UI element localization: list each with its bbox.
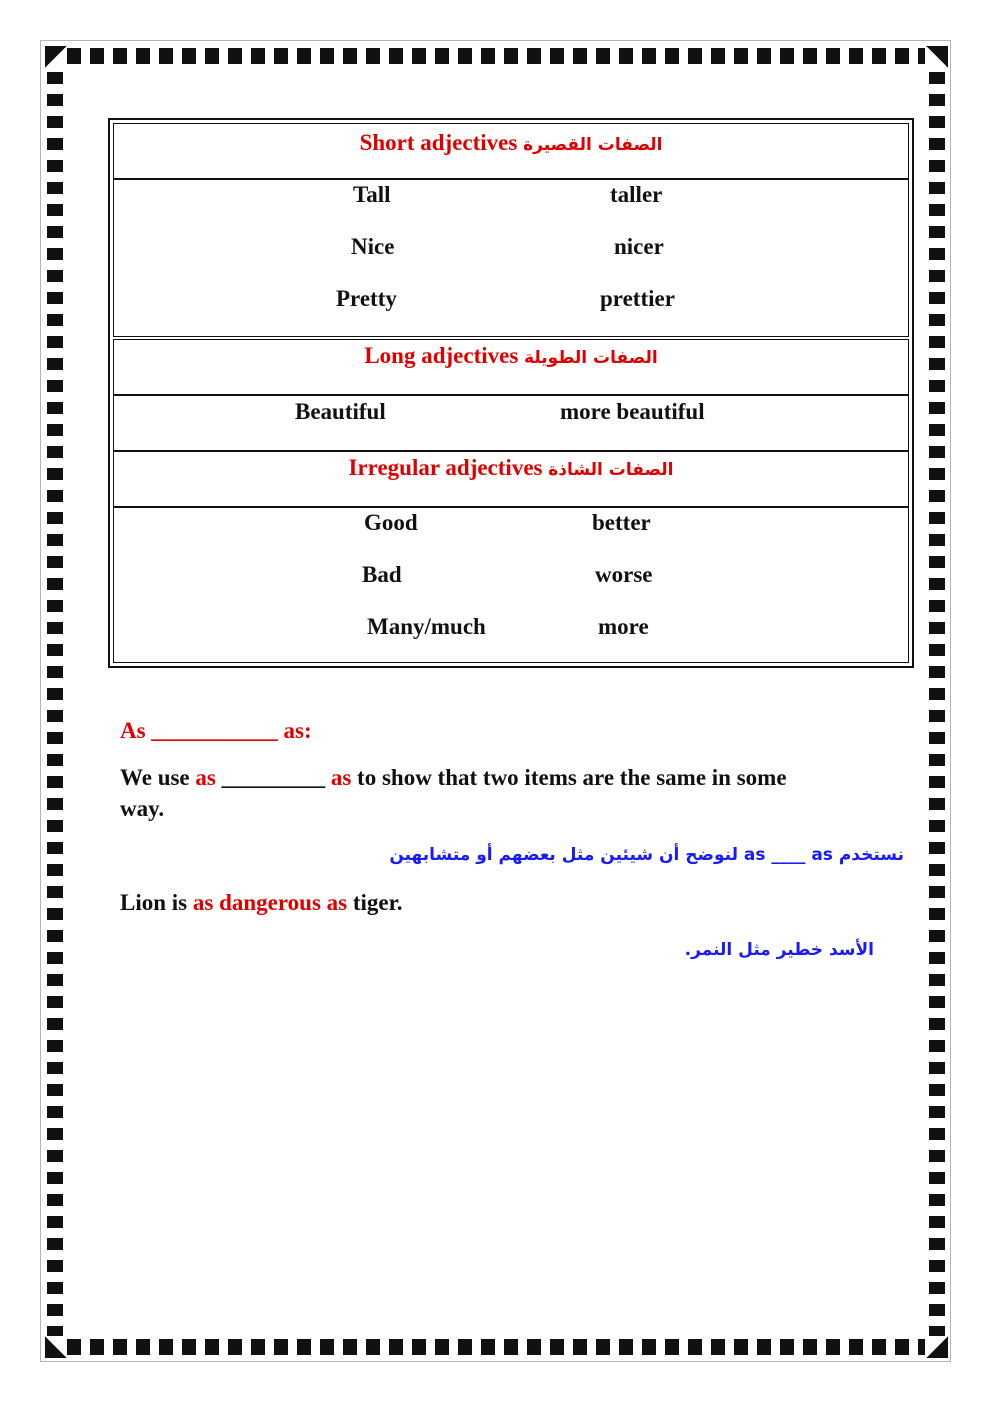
border-bottom bbox=[67, 1339, 925, 1355]
long-header-ar: الصفات الطويلة bbox=[524, 348, 658, 368]
rule-as-keyword: as bbox=[195, 765, 216, 790]
short-header-en: Short adjectives bbox=[359, 130, 518, 155]
table-cell: Nice bbox=[351, 234, 395, 259]
table-cell: Many/much bbox=[367, 614, 486, 639]
rule-arabic: نستخدم as ____ as لنوضح أن شيئين مثل بعضهم أو متشابهين bbox=[389, 845, 904, 865]
table-cell: more bbox=[598, 614, 649, 639]
rule-blank: _________ bbox=[215, 765, 331, 790]
example-highlight: as dangerous as bbox=[192, 890, 348, 915]
table-cell: prettier bbox=[600, 286, 675, 311]
border-corner bbox=[926, 1336, 948, 1358]
irregular-adjectives-body bbox=[113, 507, 909, 663]
rule-text: to show that two items are the same in some bbox=[351, 765, 787, 790]
border-left bbox=[47, 72, 63, 1337]
table-cell: worse bbox=[595, 562, 653, 587]
long-header-en: Long adjectives bbox=[364, 343, 519, 368]
rule-text: We use bbox=[120, 765, 196, 790]
table-cell: Good bbox=[364, 510, 418, 535]
rule-as-keyword: as bbox=[330, 765, 352, 790]
table-cell: taller bbox=[610, 182, 663, 207]
table-cell: more beautiful bbox=[560, 399, 705, 424]
example-text: tiger. bbox=[347, 890, 403, 915]
border-right bbox=[929, 72, 945, 1337]
short-header-ar: الصفات القصيرة bbox=[523, 135, 663, 155]
table-cell: Tall bbox=[353, 182, 391, 207]
border-top bbox=[67, 48, 925, 64]
table-cell: nicer bbox=[614, 234, 664, 259]
long-adjectives-header bbox=[113, 339, 909, 395]
rule-line-2: way. bbox=[120, 796, 165, 821]
border-corner bbox=[45, 46, 67, 68]
border-corner bbox=[45, 1336, 67, 1358]
irregular-header-ar: الصفات الشاذة bbox=[548, 460, 674, 480]
table-cell: better bbox=[592, 510, 651, 535]
example-sentence bbox=[120, 890, 402, 916]
section-title: As ___________ as: bbox=[120, 718, 312, 743]
table-cell: Beautiful bbox=[295, 399, 386, 424]
irregular-header-en: Irregular adjectives bbox=[348, 455, 543, 480]
border-corner bbox=[926, 46, 948, 68]
short-adjectives-header bbox=[113, 123, 909, 179]
table-cell: Pretty bbox=[336, 286, 397, 311]
rule-line-1 bbox=[120, 765, 787, 791]
example-text: Lion is bbox=[120, 890, 193, 915]
long-adjectives-body bbox=[113, 395, 909, 451]
short-adjectives-body bbox=[113, 179, 909, 337]
table-cell: Bad bbox=[362, 562, 402, 587]
example-arabic: الأسد خطير مثل النمر. bbox=[684, 940, 874, 960]
adjectives-table bbox=[108, 118, 914, 668]
irregular-adjectives-header bbox=[113, 451, 909, 507]
